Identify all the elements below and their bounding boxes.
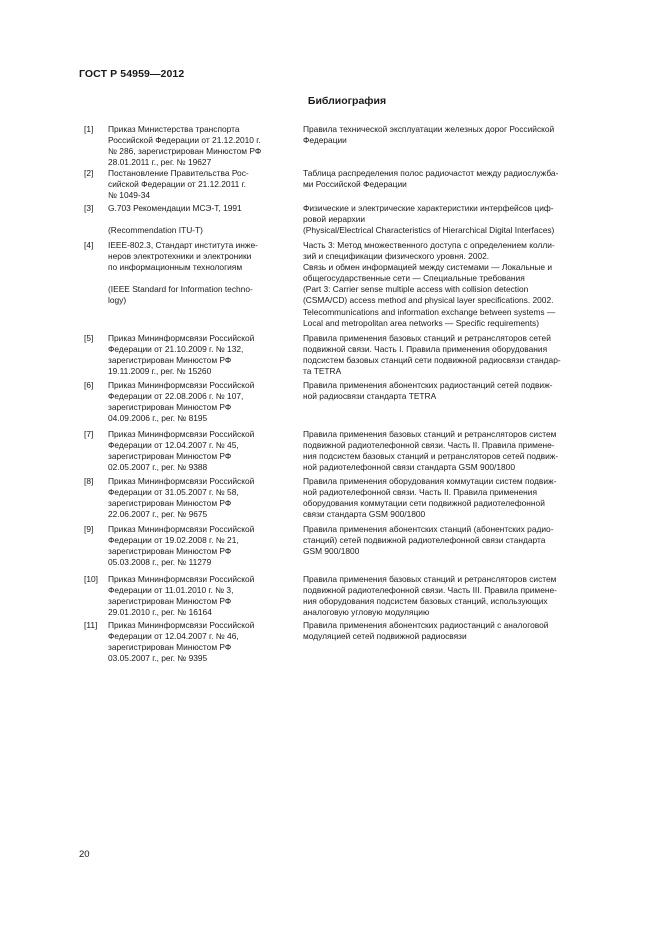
source-line: Федерации от 11.01.2010 г. № 3, (108, 585, 234, 596)
source-line: зарегистрирован Минюстом РФ (108, 451, 232, 462)
source-line: Приказ Мининформсвязи Российской (108, 429, 255, 439)
entry-description (303, 380, 610, 402)
description-line: ния подсистем базовых станций и ретрансляторов сетей подвиж- (303, 451, 559, 462)
source-line: зарегистрирован Минюстом РФ (108, 355, 232, 366)
description-line: (Part 3: Carrier sense multiple access with collision detection (303, 284, 529, 295)
source-line: G.703 Рекомендации МСЭ-Т, 1991 (108, 203, 242, 213)
bibliography-entry (84, 203, 610, 240)
description-line: ной радиотелефонной связи. Часть II. Правила применения (303, 487, 538, 498)
description-line: Связь и обмен информацией между системами — Локальные и (303, 262, 553, 273)
entry-number: [8] (84, 476, 94, 486)
description-line: подсистем базовых станций сети подвижной радиосвязи стандар- (303, 355, 561, 366)
description-line: связи стандарта GSM 900/1800 (303, 509, 426, 520)
source-line: Федерации от 19.02.2008 г. № 21, (108, 535, 239, 546)
source-line: зарегистрирован Минюстом РФ (108, 596, 232, 607)
description-line: модуляцией сетей подвижной радиосвязи (303, 631, 467, 642)
source-line: неров электротехники и электроники (108, 251, 252, 262)
entry-number: [1] (84, 124, 94, 134)
description-line: Правила применения оборудования коммутации систем подвиж- (303, 476, 557, 486)
entry-number: [10] (84, 574, 98, 584)
bibliography-entry (84, 620, 610, 666)
source-line: Федерации от 12.04.2007 г. № 46, (108, 631, 239, 642)
description-line: ной радиотелефонной связи стандарта GSM 900/1800 (303, 462, 515, 473)
source-line: Приказ Мининформсвязи Российской (108, 380, 255, 390)
entry-number: [11] (84, 620, 98, 630)
source-line: зарегистрирован Минюстом РФ (108, 498, 232, 509)
entry-number: [3] (84, 203, 94, 213)
description-line: Часть 3: Метод множественного доступа с определением колли- (303, 240, 555, 250)
description-line: (Physical/Electrical Characteristics of Hierarchical Digital Interfaces) (303, 225, 555, 236)
entry-number: [4] (84, 240, 94, 250)
source-line: logy) (108, 295, 127, 306)
description-line: Local and metropolitan area networks — Specific requirements) (303, 317, 540, 328)
description-line: Правила применения абонентских радиостанций сетей подвиж- (303, 380, 553, 390)
source-line (108, 273, 286, 284)
page-number: 20 (79, 849, 90, 860)
source-line: Приказ Мининформсвязи Российской (108, 524, 255, 534)
source-line: № 1049-34 (108, 190, 151, 201)
description-line: оборудования коммутации сети подвижной радиотелефонной (303, 498, 545, 509)
source-line: (IEEE Standard for Information techno- (108, 284, 253, 295)
source-line: Приказ Мининформсвязи Российской (108, 620, 255, 630)
entry-number: [9] (84, 524, 94, 534)
entry-source (108, 476, 286, 520)
entry-description (303, 524, 610, 557)
description-line: Физические и электрические характеристики интерфейсов циф- (303, 203, 554, 213)
source-line: № 286, зарегистрирован Минюстом РФ (108, 146, 262, 157)
page-title: Библиография (307, 95, 387, 107)
entry-source (108, 240, 286, 307)
source-line: 28.01.2011 г., рег. № 19627 (108, 157, 212, 168)
bibliography-entry (84, 240, 610, 333)
description-line: ми Российской Федерации (303, 179, 407, 190)
entry-source (108, 620, 286, 664)
entry-number: [5] (84, 333, 94, 343)
entry-source (108, 524, 286, 568)
source-line: Федерации от 12.04.2007 г. № 45, (108, 440, 239, 451)
description-line: подвижной связи. Часть I. Правила применения оборудования (303, 344, 548, 355)
source-line: сийской Федерации от 21.12.2011 г. (108, 179, 246, 190)
source-line: 03.05.2007 г., рег. № 9395 (108, 653, 208, 664)
description-line: та TETRA (303, 366, 342, 377)
description-line: Правила технической эксплуатации железных дорог Российской (303, 124, 555, 134)
bibliography-entry (84, 574, 610, 620)
source-line: Приказ Мининформсвязи Российской (108, 574, 255, 584)
source-line: 04.09.2006 г., рег. № 8195 (108, 413, 208, 424)
document-standard-header: ГОСТ Р 54959—2012 (79, 68, 185, 80)
source-line: Федерации от 22.08.2006 г. № 107, (108, 391, 244, 402)
source-line: Приказ Мининформсвязи Российской (108, 333, 255, 343)
description-line: (CSMA/CD) access method and physical layer specifications. 2002. (303, 295, 554, 306)
description-line: ния оборудования подсистем базовых станций, использующих (303, 596, 548, 607)
entry-description (303, 574, 610, 618)
entry-source (108, 380, 286, 424)
description-line: Правила применения абонентских станций (абонентских радио- (303, 524, 554, 534)
source-line: Постановление Правительства Рос- (108, 168, 249, 178)
source-line: зарегистрирован Минюстом РФ (108, 642, 232, 653)
entry-number: [7] (84, 429, 94, 439)
entry-source (108, 429, 286, 473)
description-line: ровой иерархии (303, 214, 366, 225)
description-line: ной радиосвязи стандарта TETRA (303, 391, 437, 402)
source-line: IEEE-802.3, Стандарт института инже- (108, 240, 258, 250)
source-line (108, 214, 286, 225)
bibliography-entry (84, 380, 610, 429)
entry-source (108, 124, 286, 168)
description-line: подвижной радиотелефонной связи. Часть II. Правила примене- (303, 440, 555, 451)
bibliography-entry (84, 476, 610, 524)
bibliography-list (84, 124, 610, 666)
entry-description (303, 620, 610, 642)
bibliography-entry (84, 333, 610, 380)
description-line: Таблица распределения полос радиочастот между радиослужба- (303, 168, 559, 178)
entry-description (303, 429, 610, 473)
entry-description (303, 124, 610, 146)
entry-source (108, 333, 286, 377)
entry-source (108, 168, 286, 201)
source-line: (Recommendation ITU-T) (108, 225, 203, 236)
description-line: станций) сетей подвижной радиотелефонной связи стандарта (303, 535, 546, 546)
bibliography-entry (84, 524, 610, 574)
description-line: Правила применения базовых станций и ретрансляторов систем (303, 429, 557, 439)
source-line: по информационным технологиям (108, 262, 243, 273)
bibliography-entry (84, 168, 610, 203)
bibliography-entry (84, 124, 610, 168)
entry-source (108, 574, 286, 618)
description-line: общегосударственные сети — Специальные требования (303, 273, 525, 284)
entry-source (108, 203, 286, 236)
source-line: зарегистрирован Минюстом РФ (108, 402, 232, 413)
source-line: 29.01.2010 г., рег. № 16164 (108, 607, 212, 618)
description-line: Правила применения базовых станций и ретрансляторов систем (303, 574, 557, 584)
entry-number: [6] (84, 380, 94, 390)
source-line: 02.05.2007 г., рег. № 9388 (108, 462, 208, 473)
description-line: Правила применения базовых станций и ретрансляторов сетей (303, 333, 551, 343)
entry-number: [2] (84, 168, 94, 178)
source-line: Российской Федерации от 21.12.2010 г. (108, 135, 261, 146)
entry-description (303, 240, 610, 329)
source-line: Приказ Министерства транспорта (108, 124, 240, 134)
description-line: подвижной радиотелефонной связи. Часть III. Правила примене- (303, 585, 557, 596)
source-line: Федерации от 21.10.2009 г. № 132, (108, 344, 244, 355)
description-line: Telecommunications and information exchange between systems — (303, 306, 556, 317)
bibliography-entry (84, 429, 610, 476)
source-line: Федерации от 31.05.2007 г. № 58, (108, 487, 239, 498)
source-line: 19.11.2009 г., рег. № 15260 (108, 366, 212, 377)
description-line: Федерации (303, 135, 347, 146)
source-line: Приказ Мининформсвязи Российской (108, 476, 255, 486)
entry-description (303, 476, 610, 520)
description-line: зий и спецификации физического уровня. 2002. (303, 251, 490, 262)
source-line: 05.03.2008 г., рег. № 11279 (108, 557, 212, 568)
description-line: Правила применения абонентских радиостанций с аналоговой (303, 620, 549, 630)
entry-description (303, 333, 610, 377)
source-line: зарегистрирован Минюстом РФ (108, 546, 232, 557)
entry-description (303, 168, 610, 190)
description-line: GSM 900/1800 (303, 546, 360, 557)
source-line: 22.06.2007 г., рег. № 9675 (108, 509, 208, 520)
entry-description (303, 203, 610, 236)
description-line: аналоговую угловую модуляцию (303, 607, 430, 618)
